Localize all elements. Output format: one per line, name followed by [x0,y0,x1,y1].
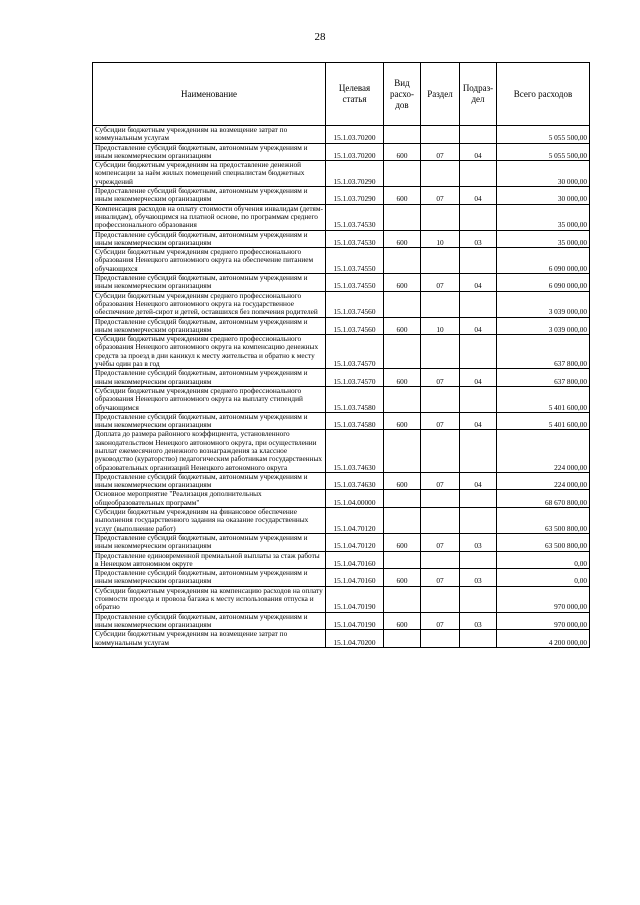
cell-type: 600 [384,472,421,490]
cell-target: 15.1.04.70200 [326,630,384,648]
header-total: Всего расходов [497,63,590,126]
cell-section [421,335,460,369]
cell-type [384,204,421,230]
cell-target: 15.1.03.70200 [326,143,384,161]
cell-subsection [460,490,497,508]
table-row [93,490,590,508]
header-section: Раздел [421,63,460,126]
cell-target: 15.1.03.70200 [326,126,384,144]
cell-name: Предоставление субсидий бюджетным, автономным учреждениям и иным некоммерческим организациям [93,274,326,292]
cell-target: 15.1.04.70190 [326,586,384,612]
table-row [93,551,590,569]
table-row [93,230,590,248]
table-row [93,187,590,205]
cell-total: 63 500 800,00 [497,508,590,534]
cell-target: 15.1.03.70290 [326,187,384,205]
cell-type [384,386,421,412]
header-subsection: Подраз-дел [460,63,497,126]
cell-type [384,551,421,569]
cell-name: Предоставление субсидий бюджетным, автономным учреждениям и иным некоммерческим организациям [93,569,326,587]
cell-section: 10 [421,230,460,248]
cell-total: 30 000,00 [497,187,590,205]
cell-target: 15.1.03.74580 [326,386,384,412]
cell-section: 07 [421,274,460,292]
cell-type [384,161,421,187]
cell-target: 15.1.03.74560 [326,291,384,317]
budget-table [92,62,590,648]
cell-type: 600 [384,533,421,551]
cell-target: 15.1.03.74530 [326,204,384,230]
cell-section [421,586,460,612]
table-row [93,317,590,335]
cell-subsection [460,586,497,612]
cell-subsection [460,335,497,369]
cell-section: 07 [421,533,460,551]
cell-total: 637 800,00 [497,369,590,387]
cell-name: Предоставление субсидий бюджетным, автономным учреждениям и иным некоммерческим организациям [93,472,326,490]
cell-name: Доплата до размера районного коэффициента, установленного законодательством Ненецкого автономного округа, при осуществлении выплат ежемесячного денежного вознаграждения за классное руководство (кураторство) педагогическим работникам государственных образовательных организаций Ненецкого автономного округа [93,430,326,472]
cell-type: 600 [384,412,421,430]
cell-type: 600 [384,187,421,205]
cell-section [421,508,460,534]
table-row [93,412,590,430]
cell-total: 637 800,00 [497,335,590,369]
table-row [93,291,590,317]
cell-subsection [460,204,497,230]
cell-name: Субсидии бюджетным учреждениям среднего профессионального образования Ненецкого автономного округа на компенсацию денежных средств за проезд в дни каникул к месту жительства и обратно к месту учёбы один раз в год [93,335,326,369]
cell-name: Субсидии бюджетным учреждениям на предоставление денежной компенсации за наём жилых помещений специалистам бюджетных учреждений [93,161,326,187]
cell-type [384,490,421,508]
cell-name: Субсидии бюджетным учреждениям на возмещение затрат по коммунальным услугам [93,126,326,144]
cell-total: 224 000,00 [497,430,590,472]
cell-type [384,126,421,144]
cell-total: 5 055 500,00 [497,143,590,161]
cell-type: 600 [384,369,421,387]
header-name: Наименование [93,63,326,126]
cell-type: 600 [384,274,421,292]
cell-type [384,630,421,648]
table-row [93,630,590,648]
cell-total: 0,00 [497,569,590,587]
cell-total: 970 000,00 [497,586,590,612]
cell-target: 15.1.03.74550 [326,248,384,274]
cell-subsection [460,161,497,187]
cell-name: Субсидии бюджетным учреждениям среднего профессионального образования Ненецкого автономного округа на выплату стипендий обучающимся [93,386,326,412]
cell-section [421,490,460,508]
cell-name: Предоставление субсидий бюджетным, автономным учреждениям и иным некоммерческим организациям [93,369,326,387]
cell-subsection [460,126,497,144]
cell-subsection [460,248,497,274]
cell-total: 3 039 000,00 [497,317,590,335]
cell-total: 4 200 000,00 [497,630,590,648]
cell-subsection [460,291,497,317]
page-number: 28 [314,31,326,43]
cell-name: Компенсация расходов на оплату стоимости обучения инвалидам (детям-инвалидам), обучающимся на платной основе, по программам среднего профессионального образования [93,204,326,230]
cell-total: 6 090 000,00 [497,274,590,292]
cell-total: 30 000,00 [497,161,590,187]
cell-target: 15.1.04.70120 [326,508,384,534]
cell-subsection [460,386,497,412]
cell-total: 3 039 000,00 [497,291,590,317]
table-row [93,126,590,144]
cell-target: 15.1.04.70160 [326,551,384,569]
cell-name: Субсидии бюджетным учреждениям среднего профессионального образования Ненецкого автономного округа на государственное обеспечение детей-сирот и детей, оставшихся без попечения родителей [93,291,326,317]
table-header-row [93,63,590,126]
table-row [93,612,590,630]
cell-total: 35 000,00 [497,230,590,248]
table-row [93,274,590,292]
table-row [93,335,590,369]
cell-subsection [460,430,497,472]
cell-type: 600 [384,317,421,335]
table-row [93,369,590,387]
cell-subsection: 03 [460,533,497,551]
cell-subsection: 04 [460,412,497,430]
cell-target: 15.1.04.70190 [326,612,384,630]
cell-target: 15.1.03.74570 [326,335,384,369]
cell-subsection: 03 [460,230,497,248]
cell-section: 10 [421,317,460,335]
cell-type: 600 [384,143,421,161]
cell-type: 600 [384,569,421,587]
budget-table-body [93,126,590,648]
cell-type [384,508,421,534]
cell-total: 5 401 600,00 [497,412,590,430]
table-row [93,508,590,534]
cell-subsection: 04 [460,317,497,335]
cell-name: Основное мероприятие "Реализация дополнительных общеобразовательных программ" [93,490,326,508]
cell-subsection: 04 [460,472,497,490]
cell-subsection: 03 [460,569,497,587]
cell-total: 35 000,00 [497,204,590,230]
cell-target: 15.1.03.74630 [326,430,384,472]
table-row [93,430,590,472]
cell-total: 5 055 500,00 [497,126,590,144]
cell-type [384,291,421,317]
cell-section [421,161,460,187]
cell-type: 600 [384,612,421,630]
cell-section [421,291,460,317]
cell-name: Предоставление единовременной премиальной выплаты за стаж работы в Ненецком автономном округе [93,551,326,569]
cell-name: Предоставление субсидий бюджетным, автономным учреждениям и иным некоммерческим организациям [93,412,326,430]
cell-name: Субсидии бюджетным учреждениям на компенсацию расходов на оплату стоимости проезда и провоза багажа к месту использования отпуска и обратно [93,586,326,612]
header-target: Целевая статья [326,63,384,126]
cell-subsection: 04 [460,369,497,387]
cell-target: 15.1.03.74530 [326,230,384,248]
cell-target: 15.1.03.74570 [326,369,384,387]
cell-section [421,386,460,412]
cell-section: 07 [421,187,460,205]
cell-section [421,630,460,648]
cell-name: Субсидии бюджетным учреждениям среднего профессионального образования Ненецкого автономного округа на обеспечение питанием обучающихся [93,248,326,274]
cell-target: 15.1.03.70290 [326,161,384,187]
cell-type [384,248,421,274]
cell-name: Субсидии бюджетным учреждениям на возмещение затрат по коммунальным услугам [93,630,326,648]
cell-target: 15.1.03.74630 [326,472,384,490]
cell-section: 07 [421,612,460,630]
table-row [93,386,590,412]
cell-target: 15.1.03.74550 [326,274,384,292]
cell-name: Предоставление субсидий бюджетным, автономным учреждениям и иным некоммерческим организациям [93,143,326,161]
cell-total: 224 000,00 [497,472,590,490]
cell-subsection [460,508,497,534]
cell-section: 07 [421,569,460,587]
cell-section: 07 [421,369,460,387]
cell-section [421,551,460,569]
cell-total: 970 000,00 [497,612,590,630]
cell-total: 6 090 000,00 [497,248,590,274]
cell-total: 68 670 800,00 [497,490,590,508]
table-row [93,533,590,551]
cell-name: Предоставление субсидий бюджетным, автономным учреждениям и иным некоммерческим организациям [93,533,326,551]
table-row [93,248,590,274]
cell-target: 15.1.04.00000 [326,490,384,508]
table-row [93,569,590,587]
cell-section: 07 [421,143,460,161]
cell-section [421,204,460,230]
cell-total: 5 401 600,00 [497,386,590,412]
table-row [93,472,590,490]
cell-section [421,248,460,274]
cell-name: Предоставление субсидий бюджетным, автономным учреждениям и иным некоммерческим организациям [93,187,326,205]
cell-name: Предоставление субсидий бюджетным, автономным учреждениям и иным некоммерческим организациям [93,317,326,335]
cell-target: 15.1.04.70160 [326,569,384,587]
header-type: Вид расхо-дов [384,63,421,126]
cell-name: Предоставление субсидий бюджетным, автономным учреждениям и иным некоммерческим организациям [93,230,326,248]
cell-target: 15.1.04.70120 [326,533,384,551]
cell-subsection: 04 [460,143,497,161]
cell-subsection [460,630,497,648]
cell-subsection: 04 [460,274,497,292]
table-row [93,586,590,612]
table-row [93,143,590,161]
cell-target: 15.1.03.74560 [326,317,384,335]
cell-section: 07 [421,412,460,430]
table-row [93,161,590,187]
cell-target: 15.1.03.74580 [326,412,384,430]
cell-type [384,430,421,472]
cell-section: 07 [421,472,460,490]
cell-subsection: 04 [460,187,497,205]
cell-type [384,335,421,369]
table-row [93,204,590,230]
cell-total: 0,00 [497,551,590,569]
cell-subsection [460,551,497,569]
cell-total: 63 500 800,00 [497,533,590,551]
cell-type: 600 [384,230,421,248]
cell-name: Субсидии бюджетным учреждениям на финансовое обеспечение выполнения государственного задания на оказание государственных услуг (выполнение работ) [93,508,326,534]
cell-section [421,430,460,472]
cell-section [421,126,460,144]
cell-type [384,586,421,612]
cell-name: Предоставление субсидий бюджетным, автономным учреждениям и иным некоммерческим организациям [93,612,326,630]
cell-subsection: 03 [460,612,497,630]
